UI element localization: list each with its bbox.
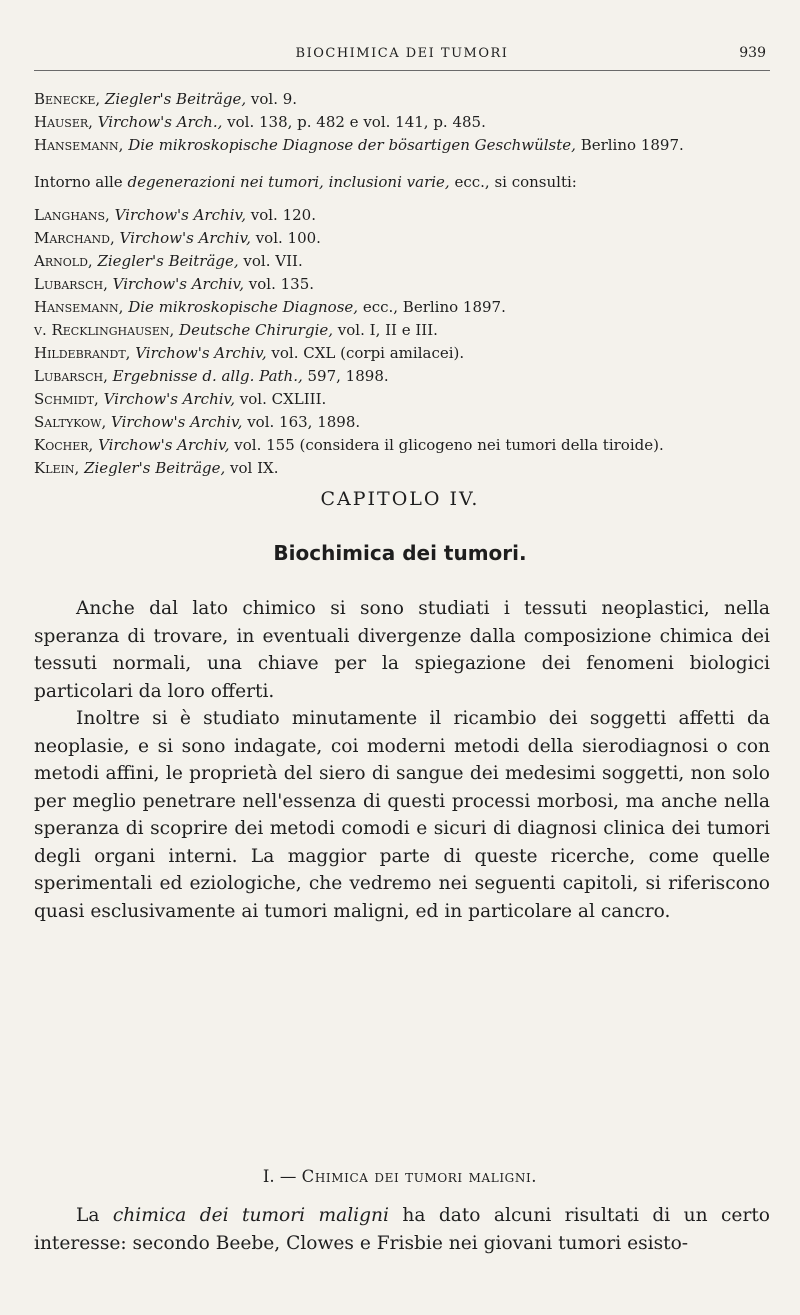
reference-title: Ergebnisse d. allg. Path., (112, 367, 303, 385)
reference-details: vol. I, II e III. (333, 321, 438, 339)
paragraph-rest: ha dato alcuni risultati di un certo interesse: secondo Beebe, Clowes e Frisbie nei giovani tumori esisto- (34, 1205, 770, 1254)
reference-author: Arnold, (34, 252, 93, 270)
reference-item (34, 411, 774, 434)
body-paragraph (34, 1202, 770, 1257)
reference-title: Die mikroskopische Diagnose der bösartigen Geschwülste, (128, 136, 576, 154)
reference-item (34, 365, 774, 388)
reference-author: Benecke, (34, 90, 101, 108)
reference-details: vol. 163, 1898. (242, 413, 361, 431)
reference-title: Deutsche Chirurgie, (179, 321, 334, 339)
reference-author: Hauser, (34, 113, 93, 131)
reference-item (34, 388, 774, 411)
reference-author: Saltykow, (34, 413, 107, 431)
reference-title: Virchow's Archiv, (112, 275, 245, 293)
reference-title: Ziegler's Beiträge, (84, 459, 226, 477)
reference-item (34, 296, 774, 319)
reference-details: 597, 1898. (302, 367, 389, 385)
reference-details: vol. VII. (238, 252, 303, 270)
reference-item (34, 319, 774, 342)
intro-text-after: ecc., si consulti: (449, 173, 577, 191)
reference-item (34, 111, 774, 134)
reference-author: Schmidt, (34, 390, 99, 408)
section-title: Chimica dei tumori maligni. (301, 1167, 538, 1186)
reference-item (34, 88, 774, 111)
reference-author: v. Recklinghausen, (34, 321, 175, 339)
reference-title: Virchow's Archiv, (135, 344, 267, 362)
reference-author: Hansemann, (34, 298, 124, 316)
reference-item (34, 342, 774, 365)
intro-text: Intorno alle (34, 173, 128, 191)
reference-author: Marchand, (34, 229, 115, 247)
reference-author: Hildebrandt, (34, 344, 131, 362)
running-title: BIOCHIMICA DEI TUMORI (295, 46, 509, 61)
reference-details: vol. 100. (250, 229, 321, 247)
reference-author: Lubarsch, (34, 275, 108, 293)
page-number: 939 (739, 45, 766, 61)
reference-details: vol. CXLIII. (235, 390, 327, 408)
reference-details: vol. 135. (244, 275, 315, 293)
chapter-body (34, 595, 770, 925)
reference-title: Virchow's Arch., (97, 113, 223, 131)
intro-italic: degenerazioni nei tumori, inclusioni varie, (127, 173, 450, 191)
page-header (34, 44, 770, 71)
reference-title: Virchow's Archiv, (119, 229, 251, 247)
section-heading (0, 1167, 800, 1186)
reference-title: Virchow's Archiv, (111, 413, 243, 431)
body-paragraph: Anche dal lato chimico si sono studiati i tessuti neoplastici, nella speranza di trovare, in eventuali divergenze dalla composizione chimica dei tessuti normali, una chiave per la spiegazione dei fenomeni biologici particolari da loro offerti. (34, 598, 770, 702)
reference-item (34, 457, 774, 480)
body-paragraph: Inoltre si è studiato minutamente il ricambio dei soggetti affetti da neoplasie, e si sono indagate, coi moderni metodi della sierodiagnosi o con metodi affini, le proprietà del siero di sangue dei medesimi soggetti, non solo per meglio penetrare nell'essenza di questi processi morbosi, ma anche nella speranza di scoprire dei metodi comodi e sicuri di diagnosi clinica dei tumori degli organi interni. La maggior parte di queste ricerche, come quelle sperimentali ed eziologiche, che vedremo nei seguenti capitoli, si riferiscono quasi esclusivamente ai tumori maligni, ed in particolare al cancro. (34, 708, 770, 922)
reference-item (34, 434, 774, 457)
paragraph-lead: La (76, 1205, 113, 1226)
chapter-title: Biochimica dei tumori. (273, 541, 527, 565)
reference-title: Virchow's Archiv, (98, 436, 230, 454)
reference-item (34, 134, 774, 157)
reference-author: Kocher, (34, 436, 94, 454)
reference-author: Lubarsch, (34, 367, 108, 385)
reference-title: Ziegler's Beiträge, (104, 90, 247, 108)
section-body (34, 1202, 770, 1257)
section-number: I. — (262, 1167, 297, 1186)
reference-details: vol. CXL (corpi amilacei). (266, 344, 465, 362)
reference-item (34, 273, 774, 296)
reference-details: vol. 120. (245, 206, 316, 224)
reference-details: vol IX. (225, 459, 279, 477)
reference-author: Langhans, (34, 206, 110, 224)
reference-details: ecc., Berlino 1897. (358, 298, 506, 316)
reference-title: Ziegler's Beiträge, (97, 252, 239, 270)
reference-title: Virchow's Archiv, (103, 390, 235, 408)
chapter-label: CAPITOLO IV. (320, 488, 480, 510)
reference-details: Berlino 1897. (575, 136, 684, 154)
reference-item (34, 204, 774, 227)
reference-details: vol. 9. (246, 90, 298, 108)
reference-item (34, 227, 774, 250)
reference-author: Klein, (34, 459, 80, 477)
reference-list-top (34, 88, 774, 157)
paragraph-italic: chimica dei tumori maligni (112, 1205, 389, 1226)
reference-author: Hansemann, (34, 136, 124, 154)
reference-details: vol. 138, p. 482 e vol. 141, p. 485. (222, 113, 486, 131)
reference-details: vol. 155 (considera il glicogeno nei tumori della tiroide). (229, 436, 664, 454)
reference-item (34, 250, 774, 273)
reference-title: Virchow's Archiv, (114, 206, 246, 224)
reference-title: Die mikroskopische Diagnose, (128, 298, 359, 316)
reference-intro (34, 171, 774, 194)
reference-list-bottom (34, 204, 774, 480)
